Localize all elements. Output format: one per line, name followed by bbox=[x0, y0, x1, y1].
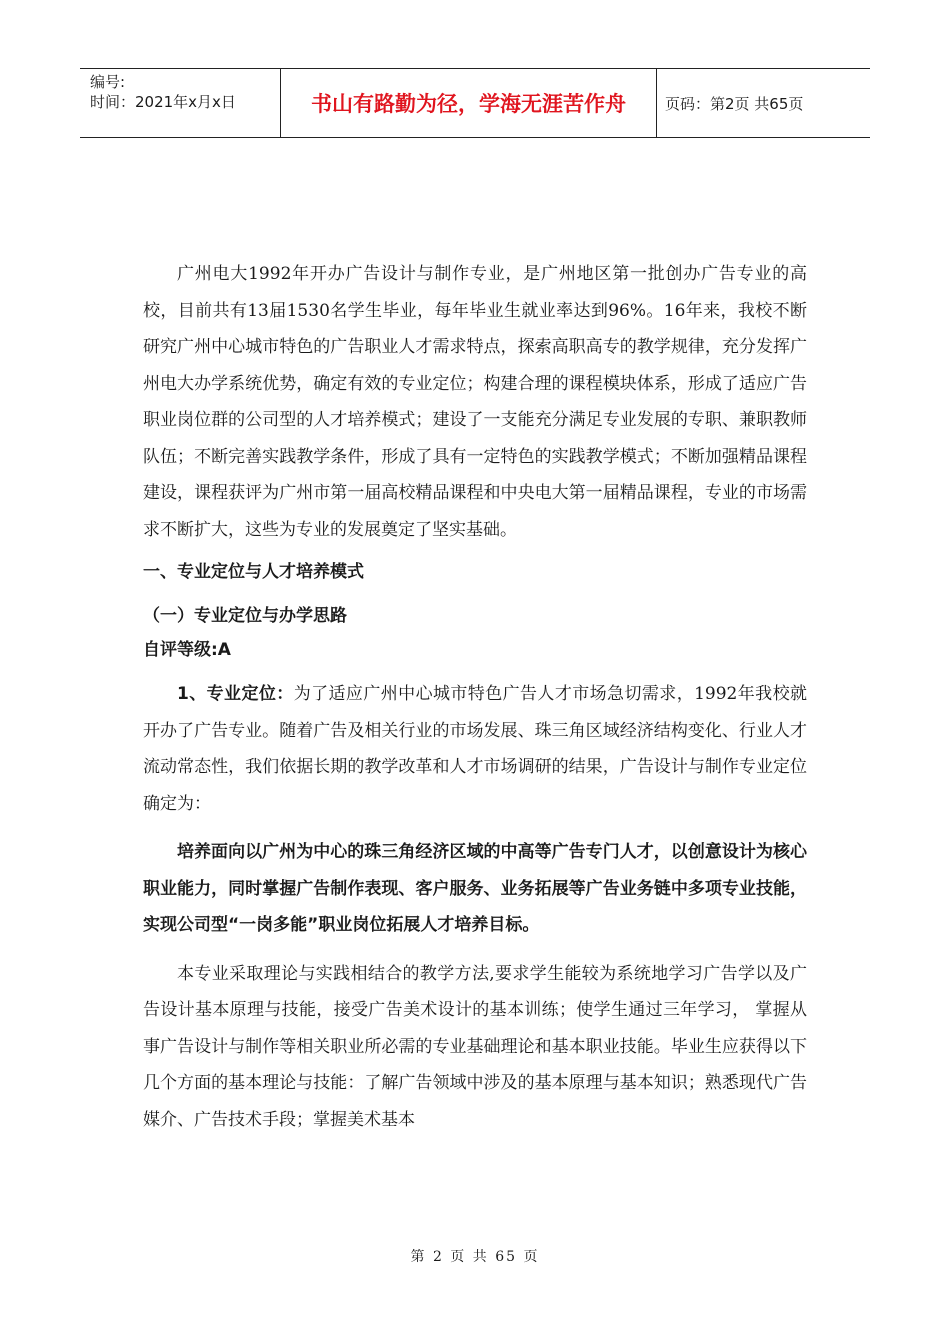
header-motto: 书山有路勤为径，学海无涯苦作舟 bbox=[280, 69, 657, 137]
method-paragraph: 本专业采取理论与实践相结合的教学方法,要求学生能较为系统地学习广告学以及广告设计基本原理与技能，接受广告美术设计的基本训练；使学生通过三年学习， 掌握从事广告设计与制作等相关职业所必需的专业基础理论和基本职业技能。毕业生应获得以下几个方面的基本理论与技能：了解广告领域中涉及的基本原理与基本知识；熟悉现代广告媒介、广告技术手段；掌握美术基本 bbox=[143, 963, 807, 1130]
number-label: 编号: bbox=[90, 73, 126, 91]
page-header bbox=[80, 68, 870, 138]
point-text: 为了适应广州中心城市特色广告人才市场急切需求，1992年我校就开办了广告专业。随着广告及相关行业的市场发展、珠三角区域经济结构变化、行业人才流动常态性，我们依据长期的教学改革和人才市场调研的结果，广告设计与制作专业定位确定为： bbox=[143, 684, 807, 814]
section-title: 一、专业定位与人才培养模式 bbox=[143, 562, 364, 582]
time-label: 时间：2021年x月x日 bbox=[90, 93, 236, 111]
positioning-statement: 培养面向以广州为中心的珠三角经济区域的中高等广告专门人才，以创意设计为核心职业能力，同时掌握广告制作表现、客户服务、业务拓展等广告业务链中多项专业技能，实现公司型“一岗多能”职业岗位拓展人才培养目标。 bbox=[143, 842, 807, 935]
intro-paragraph: 广州电大1992年开办广告设计与制作专业，是广州地区第一批创办广告专业的高校，目前共有13届1530名学生毕业，每年毕业生就业率达到96%。16年来，我校不断研究广州中心城市特色的广告职业人才需求特点，探索高职高专的教学规律，充分发挥广州电大办学系统优势，确定有效的专业定位；构建合理的课程模块体系，形成了适应广告职业岗位群的公司型的人才培养模式；建设了一支能充分满足专业发展的专职、兼职教师队伍；不断完善实践教学条件，形成了具有一定特色的实践教学模式；不断加强精品课程建设，课程获评为广州市第一届高校精品课程和中央电大第一届精品课程，专业的市场需求不断扩大，这些为专业的发展奠定了坚实基础。 bbox=[143, 264, 807, 540]
page-footer: 第 2 页 共 65 页 bbox=[410, 1249, 540, 1265]
positioning-paragraph bbox=[143, 676, 807, 822]
subsection-title: （一）专业定位与办学思路 bbox=[143, 606, 347, 626]
header-page-info: 页码：第2页 共65页 bbox=[665, 94, 804, 113]
self-rating: 自评等级:A bbox=[143, 640, 231, 660]
header-meta bbox=[80, 69, 280, 137]
document-body bbox=[143, 256, 807, 1138]
point-lead: 1、专业定位： bbox=[177, 684, 294, 704]
